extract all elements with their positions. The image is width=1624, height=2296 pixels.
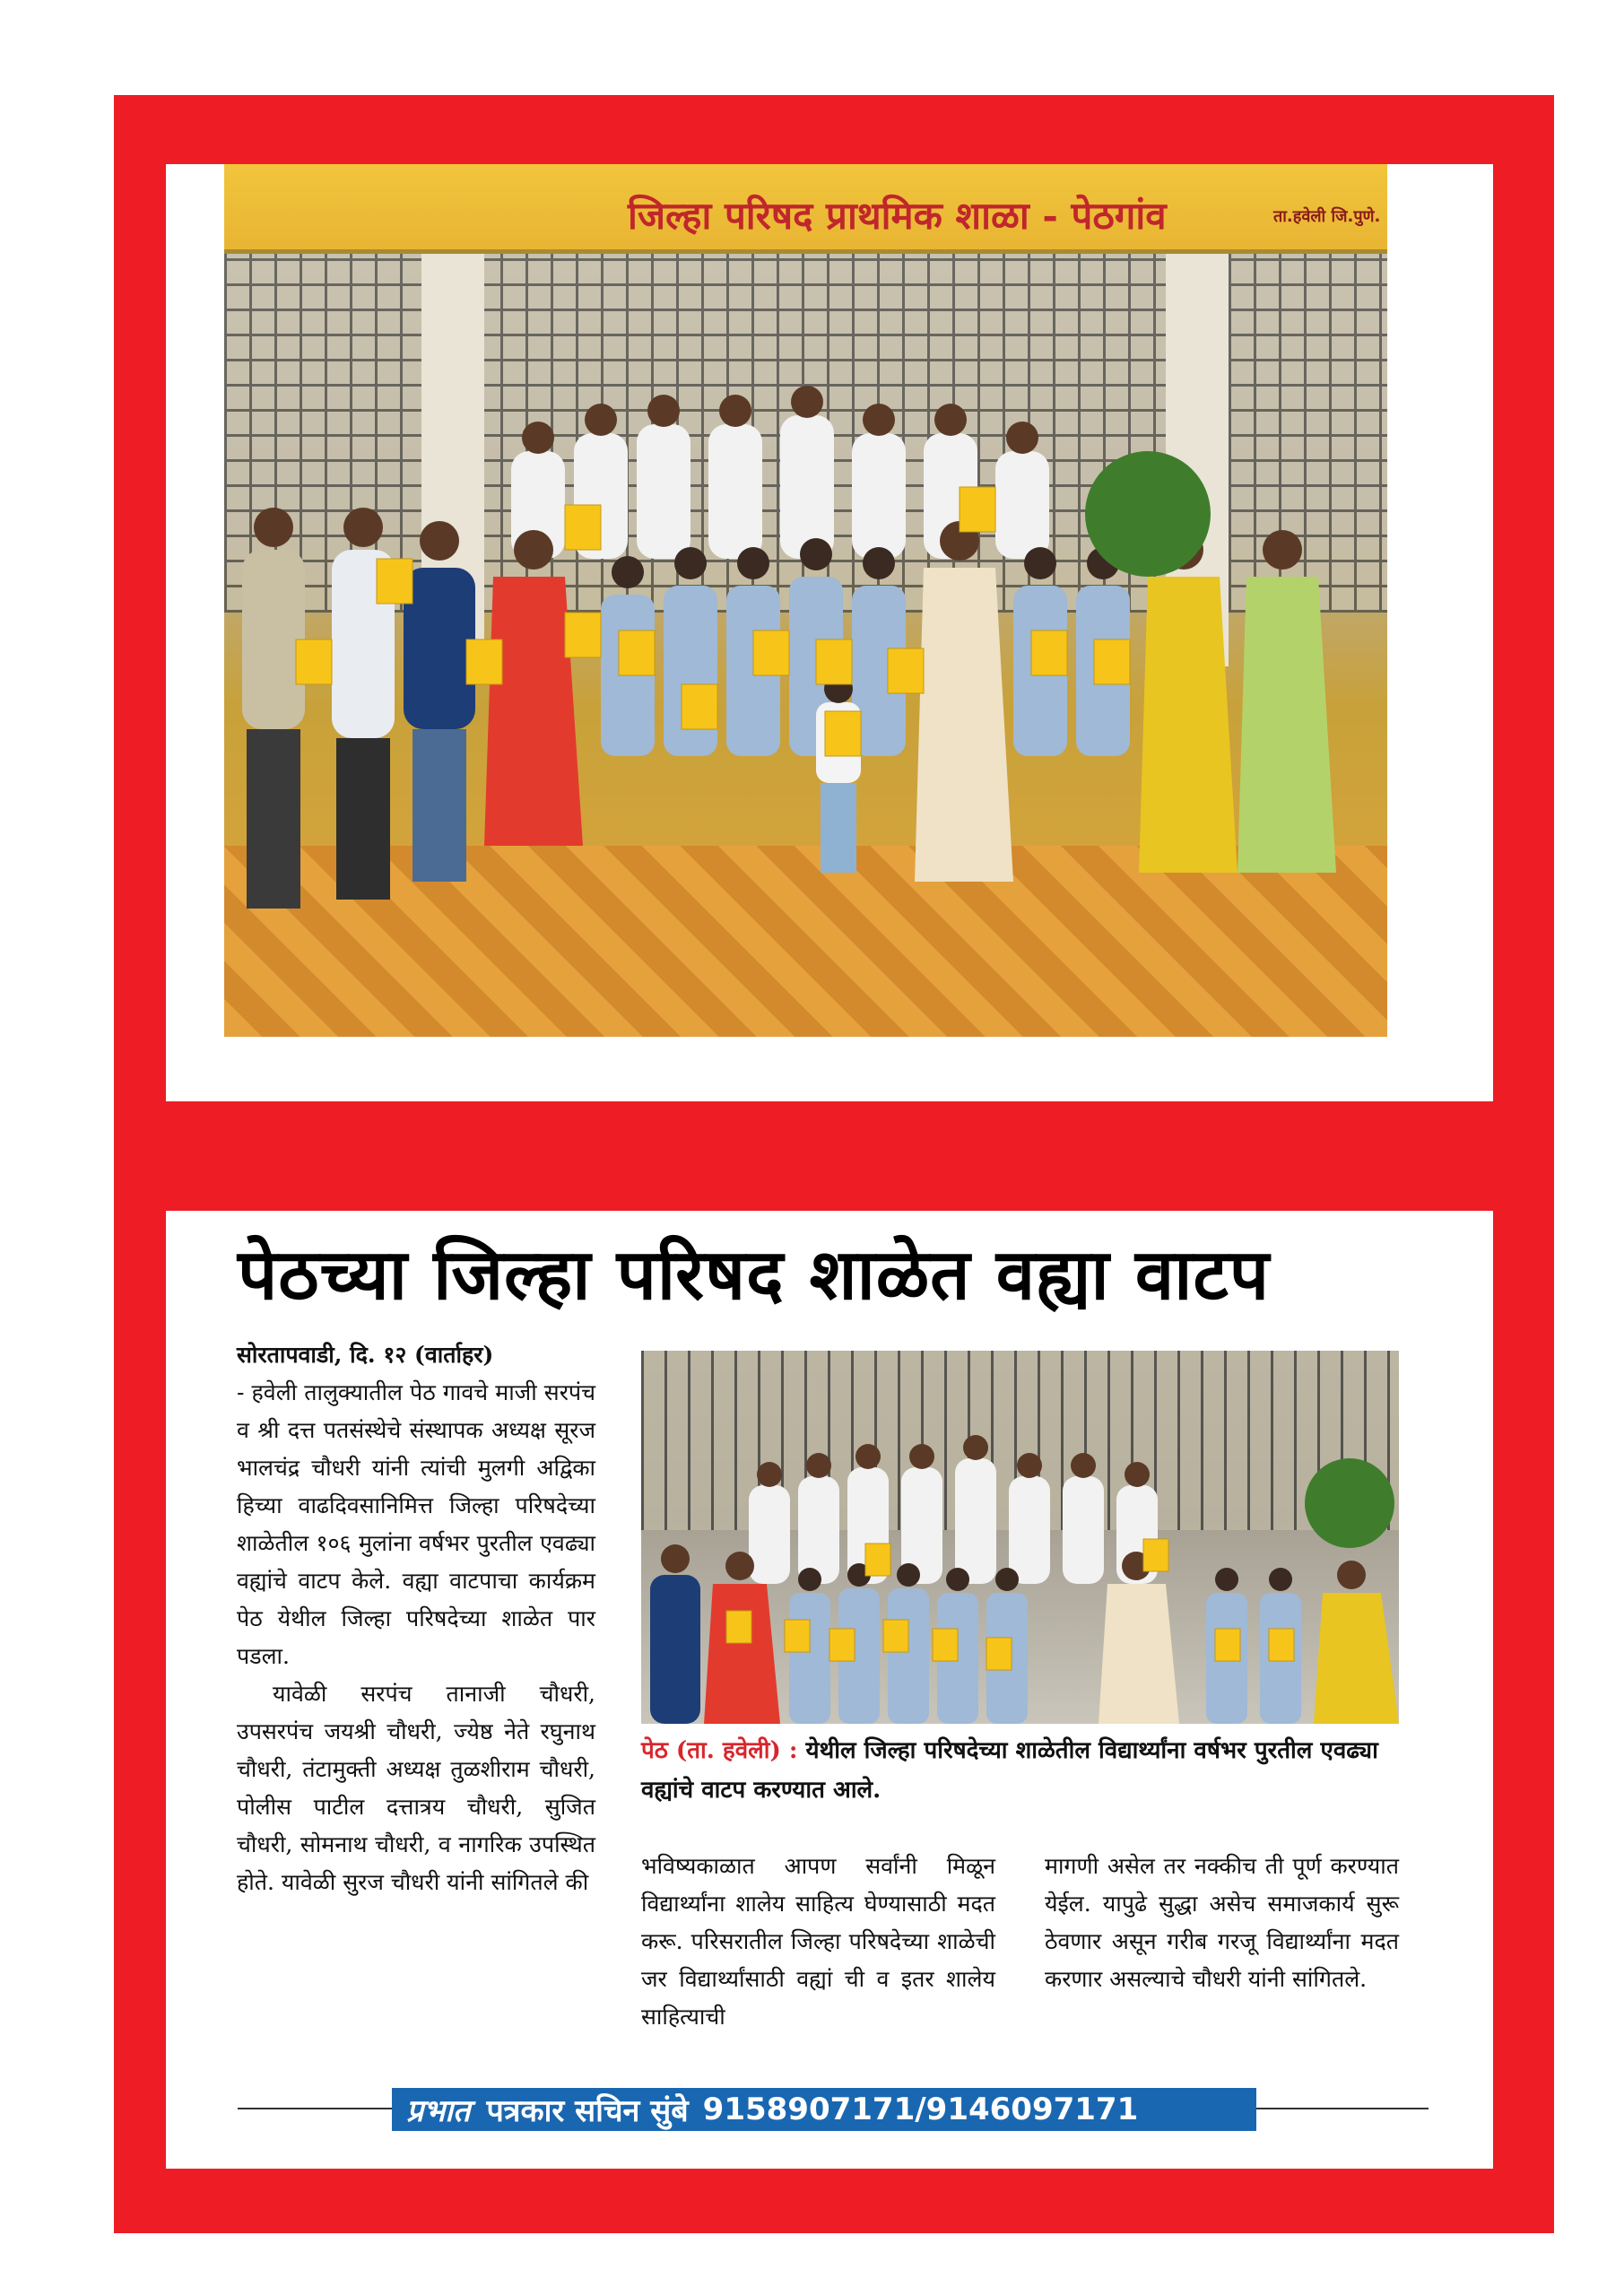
- article-paragraph: मागणी असेल तर नक्कीच ती पूर्ण करण्यात येईल. यापुढे सुद्धा असेच समाजकार्य सुरू ठेवणार असून गरीब गरजू विद्यार्थ्यांना मदत करणार असल्याचे चौधरी यांनी सांगितले.: [1045, 1853, 1399, 1992]
- caption-text: येथील जिल्हा परिषदेच्या शाळेतील विद्यार्थ्यांना वर्षभर पुरतील एवढ्या वह्यांचे वाटप करण्यात आले.: [641, 1737, 1378, 1804]
- reporter-name: पत्रकार सचिन सुंबे: [486, 2093, 689, 2129]
- footer-rule-left: [238, 2108, 392, 2109]
- article-paragraph: - हवेली तालुक्यातील पेठ गावचे माजी सरपंच व श्री दत्त पतसंस्थेचे संस्थापक अध्यक्ष सूरज भालचंद्र चौधरी यांनी त्यांची मुलगी अद्विका हिच्या वाढदिवसानिमित्त जिल्हा परिषदेच्या शाळेतील १०६ मुलांना वर्षभर पुरतील एवढ्या वह्यांचे वाटप केले. वह्या वाटपाचा कार्यक्रम पेठ येथील जिल्हा परिषदेच्या शाळेत पार पडला.: [237, 1379, 595, 1669]
- dateline: सोरतापवाडी, दि. १२ (वार्ताहर): [237, 1342, 494, 1368]
- school-banner-title: जिल्हा परिषद प्राथमिक शाळा - पेठगांव: [628, 194, 1167, 238]
- footer-rule-right: [1256, 2108, 1429, 2109]
- article-paragraph: यावेळी सरपंच तानाजी चौधरी, उपसरपंच जयश्री चौधरी, ज्येष्ठ नेते रघुनाथ चौधरी, तंटामुक्ती अध्यक्ष तुळशीराम चौधरी, पोलीस पाटील दत्तात्रय चौधरी, सुजित चौधरी, सोमनाथ चौधरी, व नागरिक उपस्थित होते. यावेळी सुरज चौधरी यांनी सांगितले की: [237, 1681, 595, 1895]
- article-column-left: [237, 1336, 595, 1901]
- caption-place: पेठ (ता. हवेली) :: [641, 1737, 798, 1764]
- article-column-middle: [641, 1848, 995, 2036]
- photo-caption: [641, 1731, 1399, 1810]
- headline: पेठच्या जिल्हा परिषद शाळेत वह्या वाटप: [238, 1234, 1271, 1316]
- group-of-people: [224, 164, 1387, 1037]
- group-of-people: [641, 1351, 1399, 1724]
- footer-credit-bar: [392, 2088, 1256, 2131]
- article-paragraph: भविष्यकाळात आपण सर्वांनी मिळून विद्यार्थ्यांना शालेय साहित्य घेण्यासाठी मदत करू. परिसरातील जिल्हा परिषदेच्या शाळेची जर विद्यार्थ्यांसाठी वह्यां ची व इतर शालेय साहित्याची: [641, 1853, 995, 2030]
- main-photo: [224, 164, 1387, 1037]
- newspaper-logo: प्रभात: [406, 2093, 471, 2129]
- article-column-right: [1045, 1848, 1399, 1998]
- inner-photo: [641, 1351, 1399, 1724]
- school-banner-sub: ता.हवेली जि.पुणे.: [1273, 207, 1381, 226]
- reporter-phone: 9158907171/9146097171: [702, 2092, 1139, 2127]
